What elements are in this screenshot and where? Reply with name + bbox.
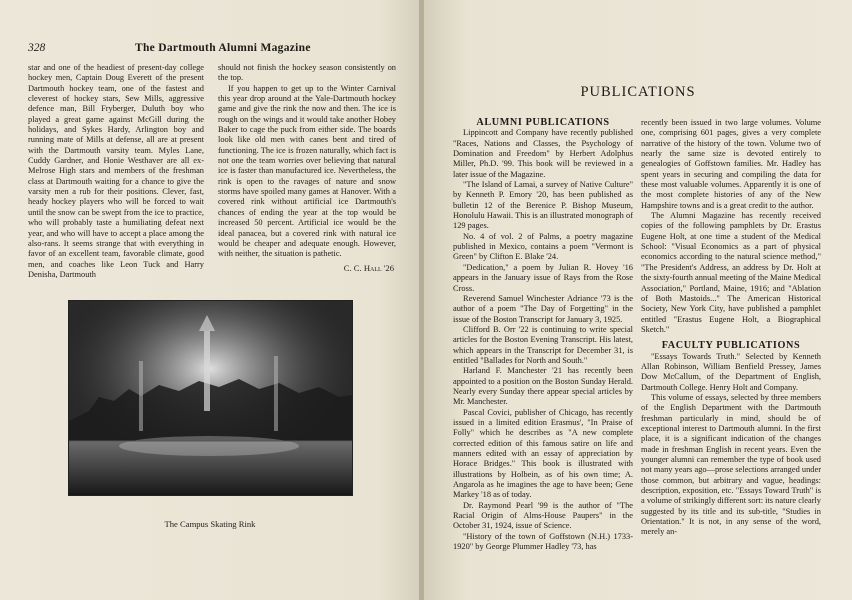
left-column-2 [218, 63, 396, 273]
paragraph: star and one of the headiest of present-day college hockey men, Captain Doug Everett of the present Dartmouth hockey team, one of the fastest and cleverest of hockey stars, Sew Mills, aggressive defence man, Bill Fryberger, Duluth boy who played a great game against McGill during the holidays, and Sykes Hardy, Arlington boy and running mate of Mills at defense, all are at present with the Dartmouth varsity team. Myles Lane, Cuddy Gardner, and Honie Westhaver are all ex-Melrose High stars and members of the freshman class at Dartmouth waiting for a chance to give the varsity men a rub for their positions. Clever, fast, heady hockey players who will be forced to wait until the snow can be swept from the ice to practice, who will probably taste a humiliating defeat next year, and who will have to accept a place among the also-rans. It seems strange that with everything in favor of an excellent team, favorable climate, good men, and coaches like Leon Tuck and Harry Denisha, Dartmouth [28, 63, 204, 279]
paragraph: This volume of essays, selected by three members of the English Department with the Dartmouth freshman particularly in mind, should be of exceptional interest to Dartmouth alumni. In the first place, it is a significant indication of the changes made in freshman English in recent years. Even the younger alumni can remember the type of book used not many years ago—prose selections arranged under those common, but arbitrary and vague, headings: description, exposition, etc. "Essays Toward Truth" is a volume of strikingly different sort: its nature clearly suggested by its title and its sub-title, "Studies in Orientation." It is not, in any sense of the word, merely an- [641, 392, 821, 537]
paragraph: If you happen to get up to the Winter Carnival this year drop around at the Yale-Dartmouth hockey game and give the rink the now and then. The ice is rough on the wings and it would take another Hobey Baker to cage the puck from either side. The boards look like old men with canes bent and tired of functioning. The ice is frozen naturally, which fact is not one the team worries over believing that natural ice is faster than manufactured ice. Nevertheless, the rink is open to the ravages of nature and snow storms have spoiled many games at Hanover. With a covered rink without artificial ice Dartmouth's chances of ending the year at the top would be increased 50 percent. Artificial ice would be the ideal panacea, but a covered rink with natural ice would be cheaper and adequate enough. However, with neither, the situation is pathetic. [218, 83, 396, 259]
paragraph: Clifford B. Orr '22 is continuing to write special articles for the Boston Evening Transcript. His latest, which appears in the Transcript for December 31, is entitled "Ballades for North and South." [453, 324, 633, 365]
paragraph: "Essays Towards Truth." Selected by Kenneth Allan Robinson, William Benfield Pressey, James Dow McCallum, of the Department of English, Dartmouth College. Henry Holt and Company. [641, 351, 821, 392]
faculty-publications-heading: FACULTY PUBLICATIONS [661, 340, 801, 352]
paragraph: Reverend Samuel Winchester Adriance '73 is the author of a poem "The Day of Forgetting" in the issue of the Boston Transcript for January 3, 1925. [453, 293, 633, 324]
paragraph: recently been issued in two large volumes. Volume one, comprising 601 pages, gives a very complete narrative of the history of the town. Volume two of nearly the same size is devoted entirely to genealogies of Goffstown families. Mr. Hadley has spent years in securing and compiling the data for these most valuable volumes. Apparently it is one of the most complete histories of any of the New Hampshire towns and is a great credit to the author. [641, 118, 821, 210]
page-number: 328 [28, 42, 46, 54]
photo-caption: The Campus Skating Rink [164, 519, 256, 529]
paragraph: No. 4 of vol. 2 of Palms, a poetry magazine published in Mexico, contains a poem "Vermont is Green" by Clifton E. Blake '24. [453, 231, 633, 262]
paragraph: "The Island of Lamai, a survey of Native Culture" by Kenneth P. Emory '20, has been published as bulletin 12 of the Berenice P. Bishop Museum, Honolulu Hawaii. This is an illustrated monograph of 129 pages. [453, 180, 633, 231]
right-column-1 [453, 118, 633, 552]
paragraph: "History of the town of Goffstown (N.H.) 1733-1920" by George Plummer Hadley '73, has [453, 531, 633, 552]
skating-rink-photo [68, 300, 353, 496]
paragraph: Harland F. Manchester '21 has recently been appointed to a position on the Boston Sunday Herald. Nearly every Sunday there appear special articles by Mr. Manchester. [453, 366, 633, 407]
paragraph: Dr. Raymond Pearl '99 is the author of "The Racial Origin of Alms-House Paupers" in the October 31, 1924, issue of Science. [453, 500, 633, 531]
left-page [0, 0, 420, 600]
publications-heading: PUBLICATIONS [580, 84, 696, 100]
author-signature: C. C. Hall '26 [343, 262, 394, 273]
paragraph: Pascal Covici, publisher of Chicago, has recently issued in a limited edition Erasmus', "In Praise of Folly" which he describes as "A new complete corrected edition of this famous satire on life and manners edited with an essay of appreciation by Horace Bridges." This book is illustrated with illustrations by Holbein, as of his own time; A. Angarola as he imagines the age to have been; Gene Markey '18 as of today. [453, 407, 633, 500]
left-column-1 [28, 63, 204, 280]
paragraph: Lippincott and Company have recently published "Races, Nations and Classes, the Psychology of Domination and Freedom" by Herbert Adolphus Miller, Ph.D. '99. This book will be reviewed in a later issue of the Magazine. [453, 128, 633, 179]
paragraph: The Alumni Magazine has recently received copies of the following pamphlets by Dr. Erastus Eugene Holt, at one time a student of the Medical School: "Visual Economics as a part of physical economics according to the natural science method," "The President's Address, an address by Dr. Holt at the sixty-fourth annual meeting of the Maine Medical Association," Portland, Maine, 1916; and "Ablation of Both Mastoids..." The American Historical Society, New York City, have published a pamphlet entitled "Erastus Eugene Holt, a Biographical Sketch." [641, 211, 821, 334]
paragraph: should not finish the hockey season consistently on the top. [218, 63, 396, 83]
running-title: The Dartmouth Alumni Magazine [135, 42, 311, 54]
alumni-publications-heading: ALUMNI PUBLICATIONS [476, 117, 610, 128]
photo-illustration [69, 301, 352, 495]
paragraph: "Dedication," a poem by Julian R. Hovey '16 appears in the January issue of Rays from the Rose Cross. [453, 262, 633, 293]
right-column-2 [641, 118, 821, 538]
